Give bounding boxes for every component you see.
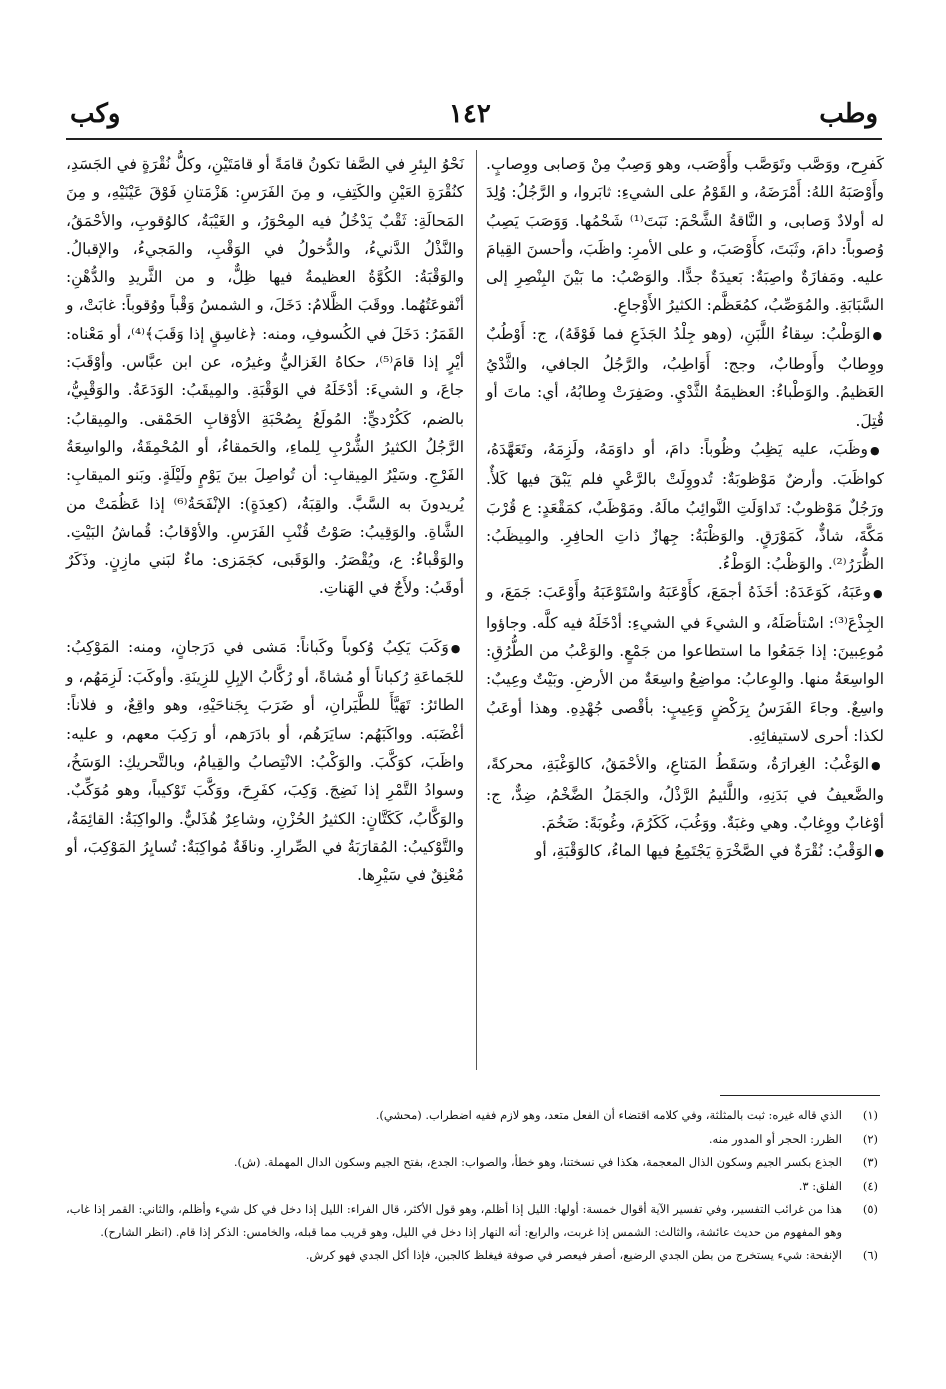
footnote-number: (٦) [862,1248,878,1262]
footnote-number: (٤) [862,1178,878,1193]
footnote [66,1198,878,1243]
entry-watb: ● الوَطْبُ: سِقاءُ اللَّبَنِ، (وهو جِلْدُ الجَذَعِ فما فَوْقَهُ)، ج: أَوْطُبٌ ووِطابٌ وأَوطابٌ، وجج: أَوَاطِبُ، والرَّجُلُ الجافي، والثَّدْيُ العَظيمُ. والوَطْباءُ: العظيمَةُ الثَّدْيِ. وصَفِرَتْ وِطابُهُ، أي: ماتَ أو قُتِلَ. [486,320,884,435]
footnote-text: الظرر: الحجر أو المدور منه. [708,1131,842,1146]
header-left-word: وكب [70,99,121,129]
header-right-word: وطب [819,99,878,129]
column-divider [476,150,477,1070]
footnote [66,1151,878,1174]
right-column [486,150,884,867]
entry-waqb: ● الوَقْبُ: نُقْرَةٌ في الصَّخْرَةِ يَجْتَمِعُ فيها الماءُ، كالوَقْبَةِ، أو [486,837,884,867]
footnote [66,1244,878,1267]
footnote [66,1128,878,1151]
footnote-text: الذي قاله غيره: ثبت بالمثلثة، وفي كلامه اقتضاء أن الفعل متعد، وهو لازم ففيه اضطراب. (محشي). [375,1108,842,1122]
footnote [66,1104,878,1127]
header-rule [66,138,882,140]
footnote-number: (٣) [862,1155,878,1169]
entry-waab: ● وعَبَهُ، كَوَعَدَهُ: أخَذَهُ أجمَعَ، كأَوْعَبَهُ واسْتَوْعَبَهُ وأَوْعَبَ: جَمَعَ، و الجِذْعَ⁽³⁾: اسْتأصَلَهُ، و الشيءَ في الشيءِ: أدْخَلَهُ فيه كلَّه. وجاؤوا مُوعِبينَ: إذا جَمَعُوا ما استطاعوا من جَمْعٍ. والوَعْبُ من الطُّرُقِ: الواسِعَةُ منها. والوِعابُ: مواضِعُ واسِعَةٌ من الأرضِ. وبَيْتٌ وعِيبٌ: واسِعٌ. وجاءَ الفَرَسُ بِرَكْضٍ وَعِيبٍ: بأقْصى جُهْدِهِ. وهذا أوعَبُ لكذا: أحرى لاستيفائِهِ. [486,578,884,750]
footnote-number: (٥) [862,1202,878,1216]
paragraph-waqb-continued: نَحْوُ البِئرِ في الصَّفا تكونُ قامَةً أو قامَتَيْنِ، وكلُّ نُقْرَةٍ في الجَسَدِ، كنُقْرَةِ العَيْنِ والكَتِفِ، و مِنَ الفَرَسِ: هَزْمَتانِ فَوْقَ عَيْنَيْهِ، و مِنَ المَحالَةِ: ثَقْبٌ يَدْخُلُ فيه المِحْوَرُ، و الغَيْبَةُ، كالوُقوبِ، والأحْمَقُ، والنَّذْلُ الدَّنيءُ، والدُّخولُ في الوَقْبِ، والمَجيءُ، والإقبالُ. والوَقْبَةُ: الكُوَّةُ العظيمةُ فيها ظِلٌّ، و من الثَّريدِ والدُّهْنِ: أنْقوعَتُهُما. ووقَبَ الظَّلامُ: دَخَلَ، و الشمسُ وَقْباً ووُقوباً: غابَتْ، و القَمَرُ: دَخَلَ في الكُسوفِ، ومنه: ﴿غاسِقٍ إذا وَقَبَ﴾⁽⁴⁾، أو مَعْناه: أيْرٍ إذا قامَ⁽⁵⁾، حكاهُ الغَزاليُّ وغيرُه، عن ابن عبَّاس. وأوْقَبَ: جاعَ، و الشيءَ: أدْخَلَهُ في الوَقْبَةِ. والمِيقَبُ: الوَدَعَةُ. والوَقْبِيُّ، بالضم، كَكُرْديٍّ: المُولَعُ بِصُحْبَةِ الأوْقابِ الحَمْقى. والمِيقابُ: الرَّجُلُ الكثيرُ الشُّرْبِ لِلماءِ، والحَمقاءُ، أو المُحْمِقَةُ، والواسِعَةُ الفَرْجِ. وسَيْرُ المِيقابِ: أن تُواصِلَ بينَ يَوْمٍ ولَيْلَةٍ. وبَنو الميقابِ: يُريدونَ به السَّبَّ. والقِبَةُ، (كعِدَةٍ): الإنْفَحَةُ⁽⁶⁾ إذا عَظُمَتْ من الشَّاةِ. والوَقِيبُ: صَوْتُ قُنْبِ الفَرَسِ. والأوْقابُ: قُماشُ البَيْتِ. والوَقْباءُ: ع، ويُقْصَرُ. والوَقَبى، كجَمَزى: ماءٌ لبَني مازِنٍ. وذَكَرٌ أوقَبُ: ولأَجٌ في الهَناتِ. [66,155,464,598]
left-column [66,150,464,889]
footnote-text: الإنفحة: شيء يستخرج من بطن الجدي الرضيع، أصفر فيعصر في صوفة فيغلظ كالجبن، فإذا أكل الجدي فهو كرش. [305,1248,842,1262]
footnote-text: هذا من غرائب التفسير، وفي تفسير الآية أقوال خمسة: أولها: الليل إذا أظلم، وهو قول الأكثر، قال الفراء: الليل إذا دخل في كل شيء وأظلم، والثاني: القمر إذا غاب، وهو المفهوم من حديث عائشة، والثالث: الشمس إذا غربت، والرابع: أنه النهار إذا دخل في الليل، وهو قريب مما قبله، والخامس: الذكر إذا قام. (انظر الشارح). [66,1202,842,1239]
paragraph-continuation: كَفرِح، ووَصَّب وتَوَصَّب وأَوْصَب، وهو وَصِبٌ مِنْ وَصابى ووِصابٍ. وأَوْصَبَهُ اللهُ: أَمْرَضَهُ، و القَوْمُ على الشيءِ: ثابَروا، و الرَّجُلُ: وُلِدَ له أولادٌ وَصابى، و النَّاقةُ الشَّحْمَ: نَبَتَ⁽¹⁾ شَحْمُها. وَوَصَبَ يَصِبُ وُصوباً: دامَ، وثَبَتَ، كأَوْصَبَ، و على الأمرِ: واظَبَ، وأحسنَ القِيامَ عليه. ومَفازَةٌ واصِبَةٌ: بَعيدَةٌ جدًّا. والوَصْبُ: ما بَيْنَ البِنْصِرِ إلى السَّبَابَةِ. والمُوَصِّبُ، كمُعَظَّم: الكثيرُ الأَوْجاعِ. [486,155,884,315]
entry-wazab: ● وظَبَ، عليه يَظِبُ وظُوباً: دامَ، أو داوَمَهُ، ولَزِمَهُ، وتَعَهَّدَهُ، كواظَبَ. وأرضٌ مَوْظوبَةٌ: تُدووِلَتْ بالرَّعْيِ فلم يَبْقَ فيها كَلأٌ. ورَجُلٌ مَوْظوبٌ: تَداوَلَتِ النَّوائِبُ مالَهُ. ومَوْظَبٌ، كمَقْعَدٍ: ع قُرْبَ مَكَّةَ، شاذٌّ، كَمَوْرَقٍ. والوَظْبَةُ: جِهازٌ ذاتِ الحافِرِ. والمِيظَبُ: الظُّرَرُ⁽²⁾. والوَظْبُ: الوَطْءُ. [486,435,884,578]
footnote-number: (١) [862,1108,878,1122]
entry-wakab: ● وَكَبَ يَكِبُ وُكوباً وكَباناً: مَشى في دَرَجانٍ، ومنه: المَوْكِبُ: للجَماعَةِ رُكباناً أو مُشاةً، أو رُكَّابُ الإبِلِ للزِينَةِ. وأوكَبَ: لَزِمَهُم، و الطائرُ: تَهَيَّأَ للطَّيَرانِ، أو ضَرَبَ بِجَناحَيْهِ، وهو واقِعٌ، و فلاناً: أغْضَبَه. وواكَبَهُم: سايَرَهُم، أو بادَرَهم، أو رَكِبَ معهم، و عليه: واظَبَ، كوَكَّبَ. والوَكْبُ: الانْتِصابُ والقِيامُ، وبالتَّحريكِ: الوَسَخُ، وسوادُ التَّمْرِ إذا نَضِجَ. وَكِبَ، كفَرِحَ، ووَكَّبَ تَوْكيباً، وهو مُوَكِّبٌ. والوَكَّابُ، كَكَتَّانٍ: الكثيرُ الحُزْنِ، وشاعِرٌ هُذَليٌّ. والواكِبَةُ: القائِمَةُ، والتَّوْكيبُ: المُقارَبَةُ في الصِّرارِ. وناقَةٌ مُواكِبَةٌ: تُسايِرُ المَوْكِبَ، أو مُعْنِقٌ في سَيْرِها. [66,633,464,890]
page-number: ١٤٢ [448,99,491,129]
entry-waghb: ● الوَغْبُ: الغِرارَةُ، وسَقَطُ المَتاعِ، والأحْمَقُ، كالوَغْبَةِ، محركةً، والضَّعيفُ في بَدَنِهِ، واللَّئيمُ الرَّذْلُ، والجَمَلُ الضَّخْمُ، ضِدٌّ، ج: أوْغابٌ ووِغابٌ. وهي وغبَةٌ. ووَغُبَ، كَكَرُمَ، وغُوبَةً: ضَخُمَ. [486,750,884,837]
page-header [70,92,878,136]
footnote-text: الفلق: ٣. [798,1178,842,1193]
footnote-number: (٢) [862,1131,878,1146]
footnote [66,1175,878,1198]
footnotes [66,1104,878,1268]
footnote-text: الجذع بكسر الجيم وسكون الذال المعجمة، هكذا في نسختنا، وهو خطأ، والصواب: الجدع، بفتح الجيم وسكون الدال المهملة. (ش). [233,1155,842,1169]
footnote-rule [720,1095,880,1096]
